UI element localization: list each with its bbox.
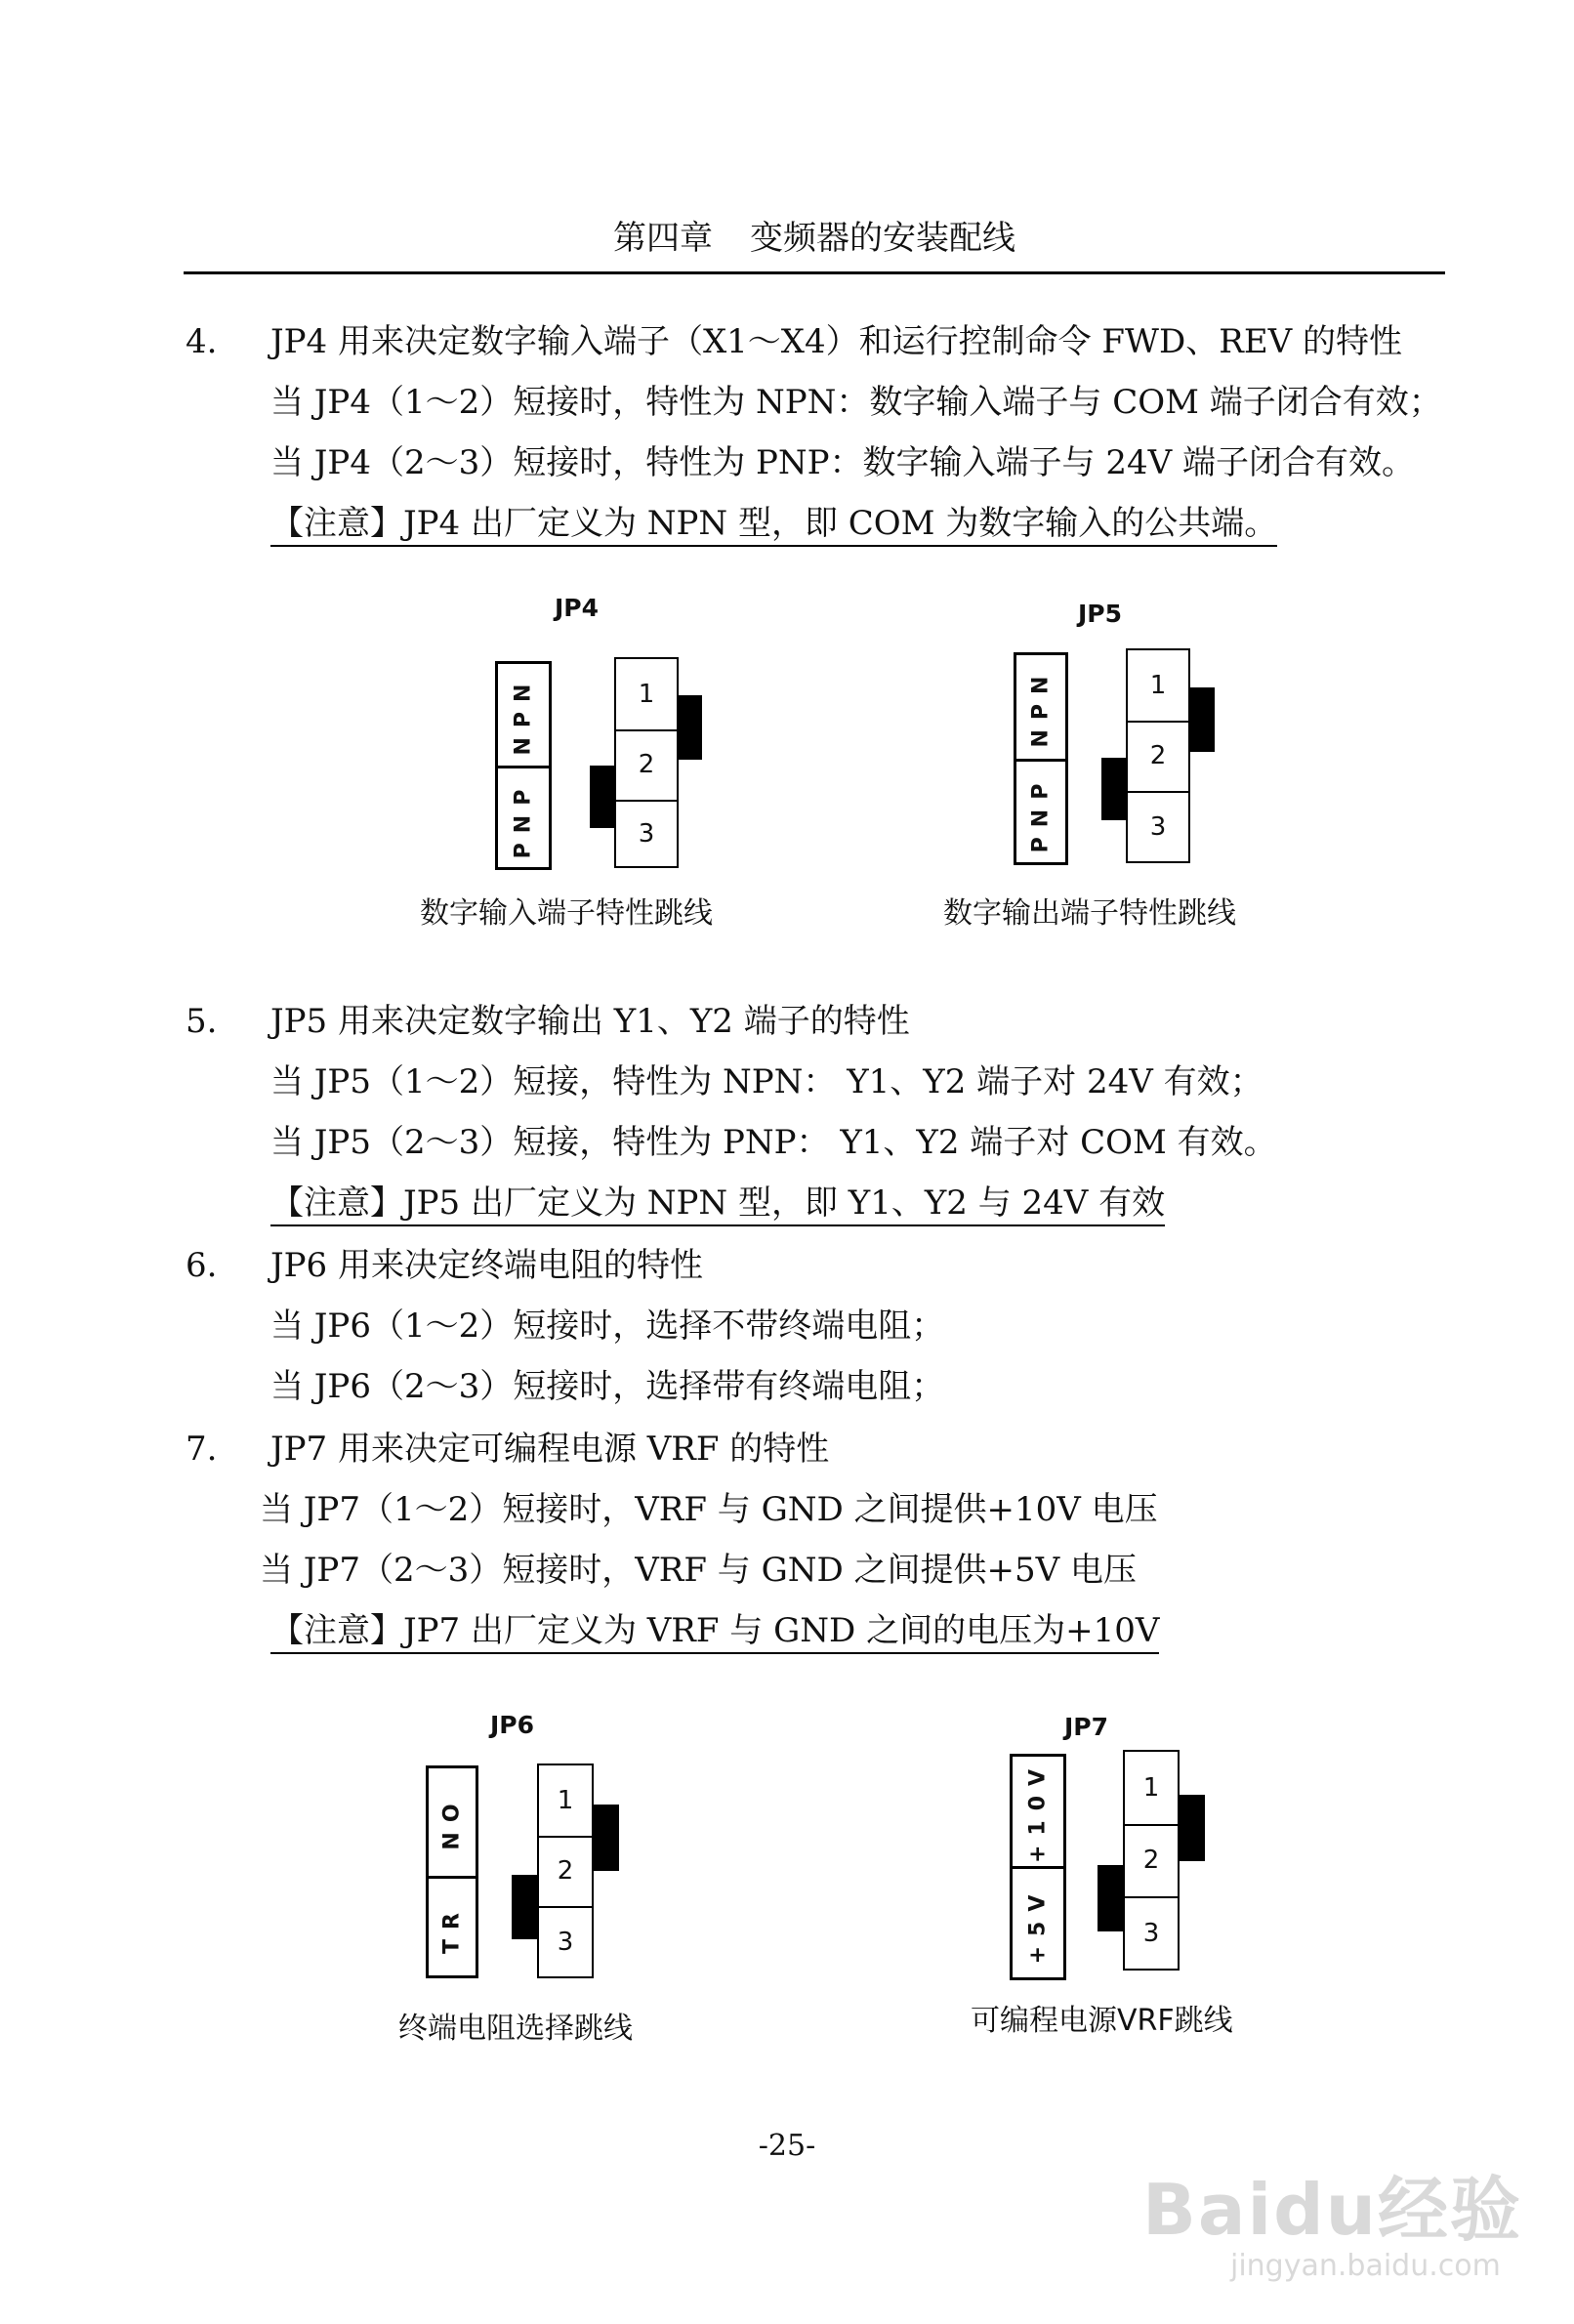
item-5-title: JP5 用来决定数字输出 Y1、Y2 端子的特性 (270, 1002, 910, 1041)
jp5-pin-1: 1 (1128, 650, 1188, 723)
header-rule (184, 271, 1445, 274)
jp7-5v-label: +5V (1025, 1885, 1051, 1965)
jp4-title: JP4 (555, 594, 600, 622)
chapter-title: 变频器的安装配线 (750, 219, 1015, 258)
item-7-note: 【注意】JP7 出厂定义为 VRF 与 GND 之间的电压为+10V (270, 1611, 1159, 1654)
chapter-label: 第四章 (613, 219, 713, 258)
jp5-jumper-npn (1190, 687, 1215, 752)
jp4-jumper-pnp (590, 766, 614, 828)
jp6-jumper-2-3 (512, 1875, 537, 1939)
jp7-pin-2: 2 (1125, 1824, 1178, 1898)
item-5-number: 5. (186, 1002, 218, 1041)
jp6-pin-header (537, 1764, 594, 1978)
item-6-line-2: 当 JP6（2～3）短接时，选择带有终端电阻； (270, 1367, 945, 1406)
jp7-label-strip (1010, 1754, 1066, 1980)
jp5-title: JP5 (1078, 600, 1123, 628)
jp4-pnp-label: PNP (511, 779, 536, 859)
jp5-pin-2: 2 (1128, 721, 1188, 793)
jp6-label-strip (426, 1765, 478, 1978)
item-6-title: JP6 用来决定终端电阻的特性 (270, 1246, 703, 1285)
jp4-pin-3: 3 (638, 819, 655, 849)
page-number: -25- (758, 2129, 816, 2163)
item-7-line-1: 当 JP7（1～2）短接时，VRF 与 GND 之间提供+10V 电压 (260, 1490, 1158, 1529)
page-header (184, 219, 1445, 258)
jp6-caption: 终端电阻选择跳线 (398, 2012, 633, 2046)
item-6-number: 6. (186, 1246, 218, 1285)
watermark-url: jingyan.baidu.com (1230, 2249, 1501, 2283)
jp7-pin-1: 1 (1125, 1752, 1178, 1826)
jp5-pnp-label: PNP (1028, 773, 1054, 853)
item-6-line-1: 当 JP6（1～2）短接时，选择不带终端电阻； (270, 1307, 945, 1346)
jp7-10v-label: +10V (1025, 1759, 1051, 1864)
jp4-label-strip (495, 661, 552, 870)
jp4-npn-label: NPN (511, 674, 536, 756)
jp5-caption: 数字输出端子特性跳线 (943, 896, 1236, 931)
jp6-pin-1: 1 (539, 1765, 592, 1838)
item-4-line-1: 当 JP4（1～2）短接时，特性为 NPN：数字输入端子与 COM 端子闭合有效； (270, 383, 1442, 422)
jp7-title: JP7 (1064, 1713, 1109, 1741)
jp4-pin-1: 1 (616, 659, 677, 731)
jp7-pin-header (1123, 1750, 1180, 1971)
jp6-tr-label: TR (439, 1903, 465, 1954)
item-4-number: 4. (186, 322, 218, 361)
jp5-jumper-pnp (1101, 758, 1126, 820)
jp6-pin-3: 3 (557, 1928, 574, 1957)
item-4-line-2: 当 JP4（2～3）短接时，特性为 PNP：数字输入端子与 24V 端子闭合有效。 (270, 443, 1415, 482)
item-4-title: JP4 用来决定数字输入端子（X1～X4）和运行控制命令 FWD、REV 的特性 (270, 322, 1403, 361)
item-4-note: 【注意】JP4 出厂定义为 NPN 型，即 COM 为数字输入的公共端。 (270, 504, 1277, 547)
item-7-title: JP7 用来决定可编程电源 VRF 的特性 (270, 1430, 830, 1469)
jp5-pin-header (1126, 648, 1190, 863)
jp7-pin-3: 3 (1142, 1919, 1160, 1948)
jp6-pin-2: 2 (539, 1836, 592, 1908)
jp5-label-strip (1014, 652, 1068, 865)
jp4-pin-header (614, 657, 679, 868)
jp4-pin-2: 2 (616, 729, 677, 802)
jp4-jumper-npn (679, 695, 702, 760)
item-7-line-2: 当 JP7（2～3）短接时，VRF 与 GND 之间提供+5V 电压 (260, 1551, 1138, 1590)
jp7-jumper-2-3 (1098, 1865, 1123, 1931)
jp4-caption: 数字输入端子特性跳线 (420, 896, 713, 931)
item-5-line-2: 当 JP5（2～3）短接，特性为 PNP： Y1、Y2 端子对 COM 有效。 (270, 1123, 1277, 1162)
jp5-pin-3: 3 (1149, 812, 1167, 842)
jp7-caption: 可编程电源VRF跳线 (971, 2004, 1233, 2038)
baidu-watermark (1142, 2134, 1553, 2300)
jp5-npn-label: NPN (1028, 666, 1054, 748)
item-7-number: 7. (186, 1430, 218, 1469)
item-5-line-1: 当 JP5（1～2）短接，特性为 NPN： Y1、Y2 端子对 24V 有效； (270, 1062, 1263, 1101)
watermark-brand: Baidu经验 (1142, 2169, 1522, 2251)
item-5-note: 【注意】JP5 出厂定义为 NPN 型，即 Y1、Y2 与 24V 有效 (270, 1183, 1165, 1226)
jp6-no-label: NO (439, 1794, 465, 1850)
jp6-jumper-1-2 (594, 1805, 619, 1871)
jp6-title: JP6 (490, 1711, 535, 1739)
jp7-jumper-1-2 (1180, 1795, 1205, 1861)
